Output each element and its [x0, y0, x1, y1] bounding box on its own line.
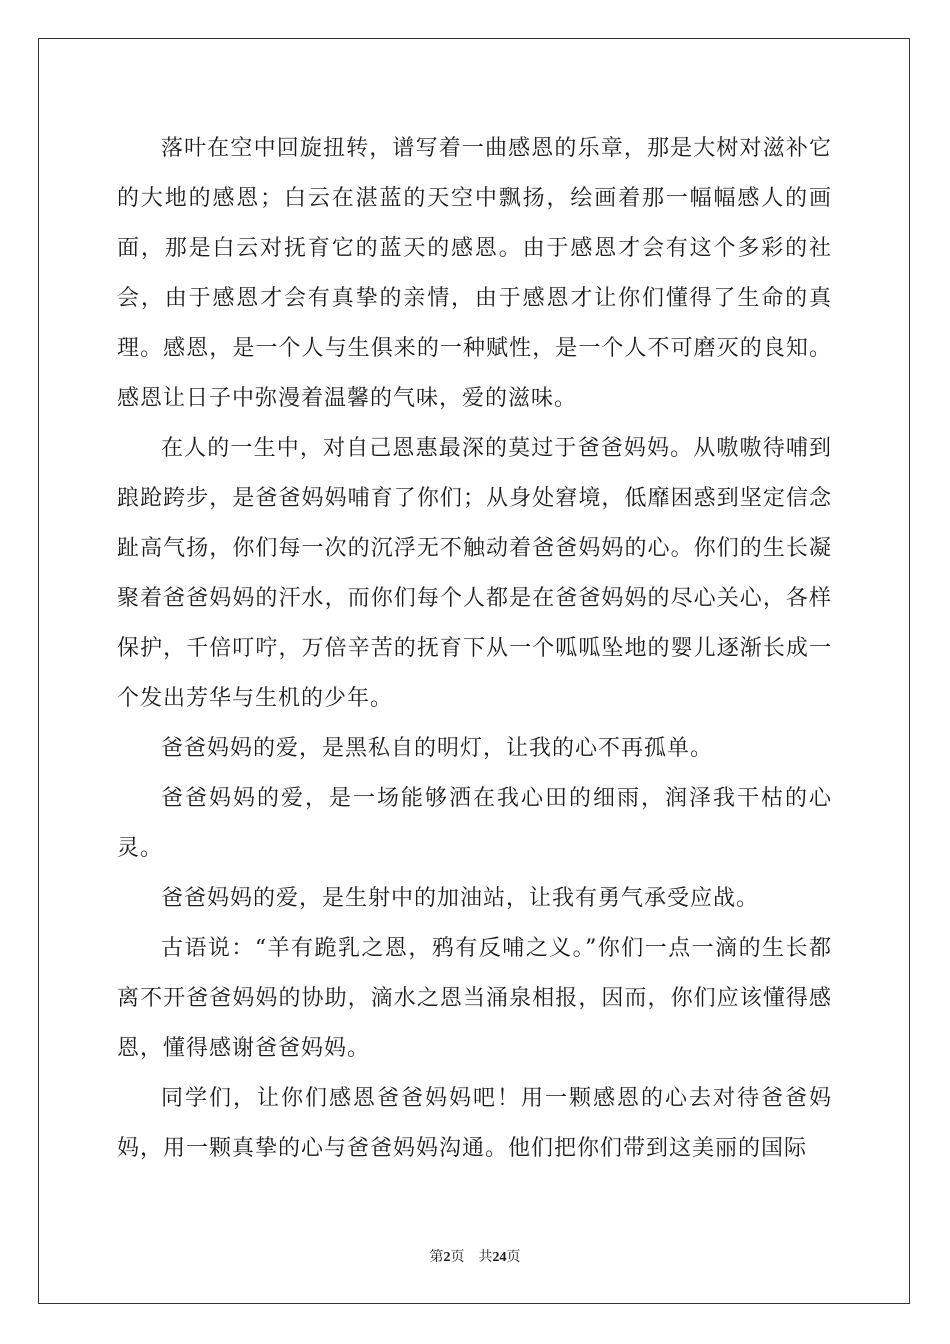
- page-prefix: 第: [429, 1250, 444, 1265]
- current-page-number: 2: [443, 1250, 451, 1265]
- total-page-count: 24: [492, 1250, 507, 1265]
- paragraph-7: 同学们，让你们感恩爸爸妈妈吧！用一颗感恩的心去对待爸爸妈妈，用一颗真挚的心与爸爸妈妈沟通。他们把你们带到这美丽的国际: [117, 1086, 832, 1161]
- total-suffix: 页: [506, 1250, 521, 1265]
- page-suffix: 页: [450, 1250, 465, 1265]
- paragraph-5: 爸爸妈妈的爱，是生射中的加油站，让我有勇气承受应战。: [161, 886, 760, 911]
- total-prefix: 共: [478, 1250, 493, 1265]
- page-footer: [0, 1246, 950, 1266]
- paragraph-4: 爸爸妈妈的爱，是一场能够洒在我心田的细雨，润泽我干枯的心灵。: [117, 786, 832, 861]
- paragraph-6: 古语说：“羊有跪乳之恩，鸦有反哺之义。”你们一点一滴的生长都离不开爸爸妈妈的协助，滴水之恩当涌泉相报，因而，你们应该懂得感恩，懂得感谢爸爸妈妈。: [117, 936, 832, 1061]
- document-body: [117, 124, 832, 1174]
- paragraph-3: 爸爸妈妈的爱，是黑私自的明灯，让我的心不再孤单。: [161, 736, 714, 761]
- paragraph-1: 落叶在空中回旋扭转，谱写着一曲感恩的乐章，那是大树对滋补它的大地的感恩；白云在湛蓝的天空中飘扬，绘画着那一幅幅感人的画面，那是白云对抚育它的蓝天的感恩。由于感恩才会有这个多彩的社会，由于感恩才会有真挚的亲情，由于感恩才让你们懂得了生命的真理。感恩，是一个人与生俱来的一种赋性，是一个人不可磨灭的良知。感恩让日子中弥漫着温馨的气味，爱的滋味。: [117, 136, 832, 411]
- paragraph-2: 在人的一生中，对自己恩惠最深的莫过于爸爸妈妈。从嗷嗷待哺到踉跄跨步，是爸爸妈妈哺育了你们；从身处窘境，低靡困惑到坚定信念趾高气扬，你们每一次的沉浮无不触动着爸爸妈妈的心。你们的生长凝聚着爸爸妈妈的汗水，而你们每个人都是在爸爸妈妈的尽心关心，各样保护，千倍叮咛，万倍辛苦的抚育下从一个呱呱坠地的婴儿逐渐长成一个发出芳华与生机的少年。: [117, 436, 832, 711]
